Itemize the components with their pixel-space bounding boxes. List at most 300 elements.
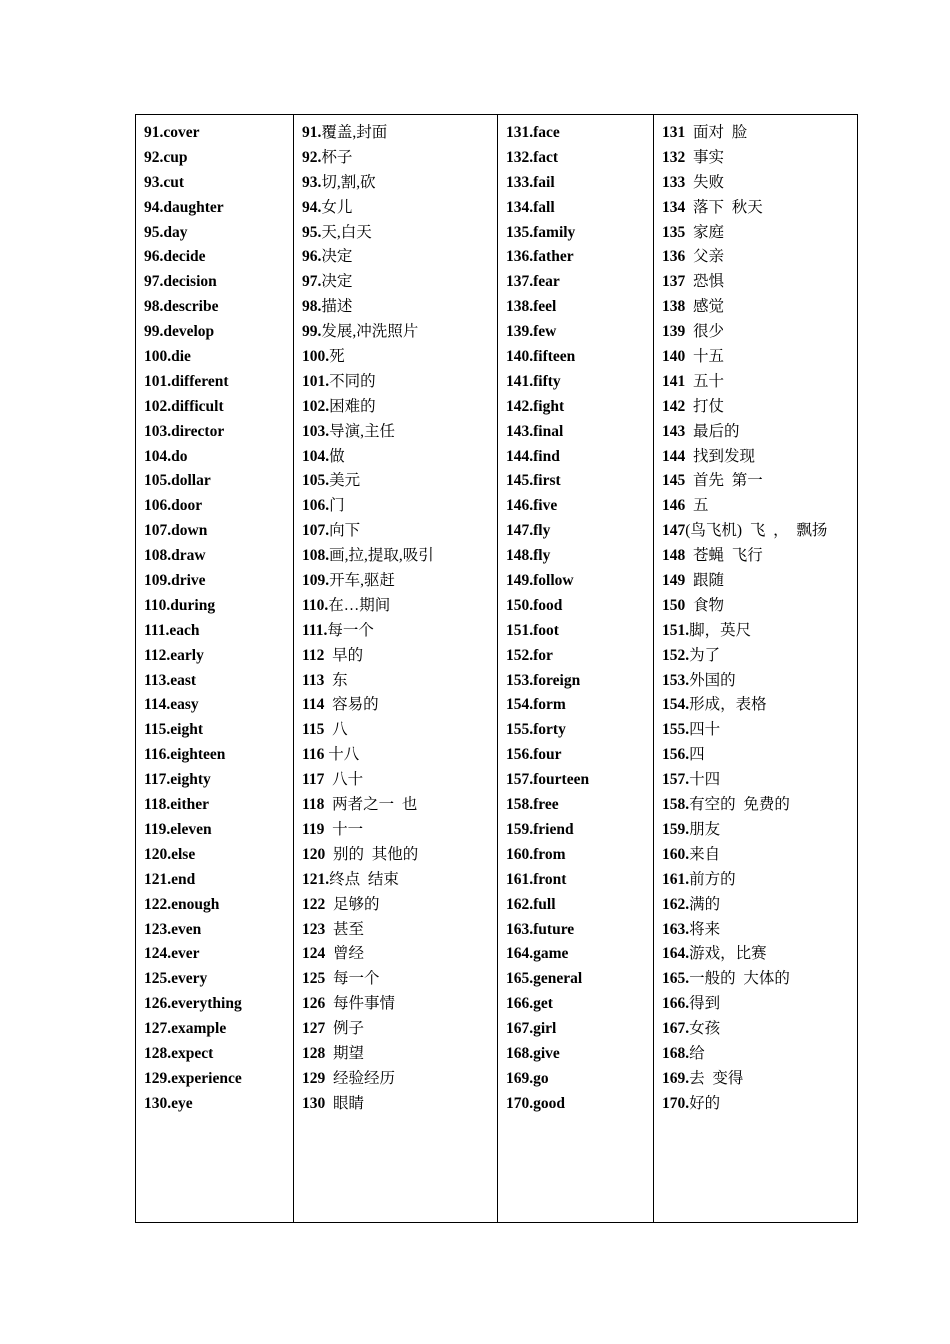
chinese-meaning — [302, 793, 497, 818]
english-word: 170.good — [506, 1094, 565, 1112]
meaning-text: 很少 — [685, 323, 725, 341]
meaning-text: 外国的 — [689, 671, 736, 689]
meaning-text: 四十 — [689, 721, 721, 739]
entry-number: 152. — [662, 646, 690, 664]
english-word: 156.four — [506, 746, 562, 764]
meaning-text: 四 — [689, 746, 705, 764]
meaning-text: 找到发现 — [685, 447, 756, 465]
entry-number: 113 — [302, 671, 325, 689]
chinese-meaning — [302, 196, 497, 221]
english-word: 139.few — [506, 323, 557, 341]
english-word: 129.experience — [144, 1069, 242, 1087]
meaning-text: 画,拉,提取,吸引 — [329, 547, 434, 565]
entry-number: 96. — [302, 248, 322, 266]
chinese-meaning — [302, 967, 497, 992]
meaning-text: 落下 秋天 — [685, 198, 763, 216]
chinese-meaning — [662, 619, 857, 644]
entry-number: 131 — [662, 124, 686, 141]
entry-number: 123 — [302, 920, 326, 938]
chinese-meaning — [302, 1092, 497, 1117]
entry-number: 162. — [662, 895, 690, 913]
english-word: 149.follow — [506, 572, 574, 590]
chinese-meaning — [662, 519, 857, 544]
english-word: 150.food — [506, 596, 563, 614]
chinese-meaning — [302, 221, 497, 246]
english-word: 151.foot — [506, 621, 559, 639]
english-word: 153.foreign — [506, 671, 581, 689]
meaning-text: 天,白天 — [321, 223, 372, 241]
chinese-meaning — [302, 918, 497, 943]
english-word: 163.future — [506, 920, 575, 938]
meaning-text: 游戏，比赛 — [689, 945, 767, 963]
chinese-meaning — [302, 121, 497, 146]
english-word: 132.fact — [506, 148, 559, 166]
chinese-meaning — [662, 544, 857, 569]
english-word: 166.get — [506, 995, 553, 1013]
entry-number: 104. — [302, 447, 330, 465]
meaning-text: 来自 — [689, 845, 721, 863]
meaning-text: 为了 — [689, 646, 721, 664]
entry-number: 163. — [662, 920, 690, 938]
meaning-text: 有空的 免费的 — [689, 796, 790, 814]
meaning-text: 家庭 — [685, 223, 725, 241]
meaning-text: 事实 — [685, 148, 725, 166]
chinese-meaning — [662, 345, 857, 370]
meaning-text: 五 — [685, 497, 709, 515]
chinese-meaning — [662, 594, 857, 619]
meaning-text: 感觉 — [685, 298, 725, 316]
entry-number: 142 — [662, 397, 686, 415]
meaning-text: 不同的 — [329, 372, 376, 390]
meaning-text: 八 — [324, 721, 348, 739]
entry-number: 110. — [302, 596, 329, 614]
entry-number: 165. — [662, 970, 690, 988]
meaning-text: 苍蝇 飞行 — [685, 547, 763, 565]
chinese-meaning — [662, 1042, 857, 1067]
meaning-text: (鸟飞机) 飞 ， 飘扬 — [685, 522, 828, 540]
english-word: 94.daughter — [144, 198, 224, 216]
chinese-meaning — [662, 569, 857, 594]
english-word: 99.develop — [144, 323, 215, 341]
chinese-meaning — [302, 171, 497, 196]
meaning-text: 决定 — [321, 248, 353, 266]
meaning-text: 前方的 — [689, 870, 736, 888]
entry-number: 143 — [662, 422, 686, 440]
english-word: 124.ever — [144, 945, 200, 963]
chinese-meaning — [302, 146, 497, 171]
english-column-1 — [136, 115, 294, 1223]
meaning-text: 死 — [329, 348, 345, 366]
english-word: 158.free — [506, 796, 559, 814]
english-word: 138.feel — [506, 298, 557, 316]
entry-number: 149 — [662, 572, 686, 590]
meaning-text: 最后的 — [685, 422, 740, 440]
entry-number: 122 — [302, 895, 326, 913]
entry-number: 117 — [302, 771, 325, 789]
chinese-meaning — [302, 295, 497, 320]
english-word: 108.draw — [144, 547, 206, 565]
chinese-meaning — [662, 395, 857, 420]
entry-number: 161. — [662, 870, 690, 888]
chinese-meaning — [662, 420, 857, 445]
chinese-meaning — [662, 644, 857, 669]
entry-number: 112 — [302, 646, 325, 664]
english-word: 125.every — [144, 970, 208, 988]
chinese-meaning — [662, 743, 857, 768]
english-word: 118.either — [144, 796, 209, 814]
chinese-meaning — [662, 221, 857, 246]
chinese-meaning — [662, 768, 857, 793]
english-word: 141.fifty — [506, 372, 561, 390]
english-word: 117.eighty — [144, 771, 211, 789]
meaning-text: 别的 其他的 — [325, 845, 419, 863]
chinese-meaning — [302, 718, 497, 743]
chinese-meaning — [302, 644, 497, 669]
entry-number: 91. — [302, 124, 322, 141]
chinese-meaning — [662, 270, 857, 295]
english-word: 119.eleven — [144, 820, 212, 838]
chinese-meaning — [302, 1067, 497, 1092]
entry-number: 151. — [662, 621, 690, 639]
chinese-meaning — [302, 569, 497, 594]
chinese-meaning — [662, 295, 857, 320]
english-word: 131.face — [506, 124, 560, 141]
english-word: 169.go — [506, 1069, 549, 1087]
meaning-text: 甚至 — [325, 920, 365, 938]
chinese-meaning — [302, 370, 497, 395]
chinese-meaning — [302, 544, 497, 569]
entry-number: 109. — [302, 572, 330, 590]
chinese-meaning — [662, 171, 857, 196]
chinese-meaning — [662, 669, 857, 694]
english-word: 165.general — [506, 970, 583, 988]
meaning-text: 恐惧 — [685, 273, 725, 291]
english-word: 95.day — [144, 223, 188, 241]
english-word: 127.example — [144, 1020, 227, 1038]
meaning-text: 父亲 — [685, 248, 725, 266]
entry-number: 98. — [302, 298, 322, 316]
english-word: 93.cut — [144, 173, 185, 191]
meaning-text: 向下 — [329, 522, 361, 540]
entry-number: 120 — [302, 845, 326, 863]
chinese-meaning — [302, 420, 497, 445]
entry-number: 139 — [662, 323, 686, 341]
entry-number: 116 — [302, 746, 325, 764]
meaning-text: 每件事情 — [325, 995, 396, 1013]
entry-number: 158. — [662, 796, 690, 814]
entry-number: 144 — [662, 447, 686, 465]
chinese-meaning — [302, 1017, 497, 1042]
english-word: 111.each — [144, 621, 200, 639]
chinese-meaning — [302, 320, 497, 345]
chinese-meaning — [302, 669, 497, 694]
english-word: 135.family — [506, 223, 576, 241]
entry-number: 148 — [662, 547, 686, 565]
chinese-meaning — [302, 893, 497, 918]
entry-number: 105. — [302, 472, 330, 490]
entry-number: 155. — [662, 721, 690, 739]
chinese-meaning — [662, 1067, 857, 1092]
chinese-meaning — [302, 494, 497, 519]
entry-number: 138 — [662, 298, 686, 316]
english-word: 160.from — [506, 845, 566, 863]
english-word: 146.five — [506, 497, 558, 515]
english-word: 112.early — [144, 646, 204, 664]
chinese-meaning — [302, 843, 497, 868]
entry-number: 108. — [302, 547, 330, 565]
entry-number: 150 — [662, 596, 686, 614]
entry-number: 157. — [662, 771, 690, 789]
chinese-meaning — [662, 843, 857, 868]
chinese-meaning — [662, 245, 857, 270]
english-word: 155.forty — [506, 721, 566, 739]
entry-number: 103. — [302, 422, 330, 440]
english-word: 168.give — [506, 1044, 560, 1062]
entry-number: 130 — [302, 1094, 326, 1112]
meaning-text: 好的 — [689, 1094, 721, 1112]
english-word: 133.fail — [506, 173, 555, 191]
english-word: 130.eye — [144, 1094, 193, 1112]
english-word: 114.easy — [144, 696, 199, 714]
entry-number: 145 — [662, 472, 686, 490]
meaning-text: 每一个 — [325, 970, 380, 988]
meaning-text: 形成，表格 — [689, 696, 767, 714]
english-word: 110.during — [144, 596, 216, 614]
english-word: 113.east — [144, 671, 197, 689]
english-word: 128.expect — [144, 1044, 214, 1062]
meaning-text: 切,割,砍 — [321, 173, 376, 191]
english-word: 164.game — [506, 945, 569, 963]
entry-number: 99. — [302, 323, 322, 341]
entry-number: 129 — [302, 1069, 326, 1087]
meaning-text: 两者之一 也 — [324, 796, 418, 814]
meaning-text: 门 — [329, 497, 345, 515]
chinese-meaning — [302, 469, 497, 494]
entry-number: 115 — [302, 721, 325, 739]
chinese-meaning — [662, 967, 857, 992]
meaning-text: 导演,主任 — [329, 422, 396, 440]
entry-number: 133 — [662, 173, 686, 191]
entry-number: 118 — [302, 796, 325, 814]
chinese-meaning — [662, 918, 857, 943]
entry-number: 128 — [302, 1044, 326, 1062]
chinese-meaning — [302, 693, 497, 718]
chinese-meaning — [302, 519, 497, 544]
meaning-text: 描述 — [321, 298, 353, 316]
entry-number: 97. — [302, 273, 322, 291]
meaning-text: 十五 — [685, 348, 725, 366]
chinese-meaning — [302, 594, 497, 619]
english-word: 102.difficult — [144, 397, 224, 415]
english-word: 92.cup — [144, 148, 188, 166]
entry-number: 169. — [662, 1069, 690, 1087]
entry-number: 107. — [302, 522, 330, 540]
english-word: 136.father — [506, 248, 574, 266]
meaning-text: 五十 — [685, 372, 725, 390]
entry-number: 147 — [662, 522, 686, 540]
entry-number: 154. — [662, 696, 690, 714]
chinese-column-1 — [294, 115, 498, 1223]
entry-number: 102. — [302, 397, 330, 415]
chinese-meaning — [662, 469, 857, 494]
entry-number: 111. — [302, 621, 328, 639]
english-word: 103.director — [144, 422, 225, 440]
english-word: 137.fear — [506, 273, 560, 291]
chinese-meaning — [302, 395, 497, 420]
english-word: 101.different — [144, 372, 229, 390]
chinese-meaning — [662, 893, 857, 918]
meaning-text: 脚，英尺 — [689, 621, 752, 639]
english-column-2 — [498, 115, 654, 1223]
meaning-text: 东 — [324, 671, 348, 689]
meaning-text: 开车,驱赶 — [329, 572, 396, 590]
chinese-meaning — [302, 768, 497, 793]
chinese-meaning — [662, 1017, 857, 1042]
entry-number: 170. — [662, 1094, 690, 1112]
meaning-text: 去 变得 — [689, 1069, 744, 1087]
meaning-text: 得到 — [689, 995, 721, 1013]
chinese-meaning — [662, 320, 857, 345]
chinese-meaning — [302, 818, 497, 843]
english-word: 152.for — [506, 646, 553, 664]
meaning-text: 女孩 — [689, 1020, 721, 1038]
entry-number: 136 — [662, 248, 686, 266]
entry-number: 153. — [662, 671, 690, 689]
meaning-text: 经验经历 — [325, 1069, 396, 1087]
entry-number: 127 — [302, 1020, 326, 1038]
english-word: 91.cover — [144, 124, 200, 141]
entry-number: 121. — [302, 870, 330, 888]
english-word: 104.do — [144, 447, 188, 465]
chinese-meaning — [662, 1092, 857, 1117]
meaning-text: 杯子 — [321, 148, 353, 166]
english-word: 115.eight — [144, 721, 203, 739]
chinese-meaning — [302, 619, 497, 644]
meaning-text: 一般的 大体的 — [689, 970, 790, 988]
entry-number: 168. — [662, 1044, 690, 1062]
chinese-meaning — [302, 942, 497, 967]
entry-number: 101. — [302, 372, 330, 390]
english-word: 120.else — [144, 845, 196, 863]
meaning-text: 给 — [689, 1044, 705, 1062]
chinese-meaning — [302, 868, 497, 893]
entry-number: 124 — [302, 945, 326, 963]
meaning-text: 困难的 — [329, 397, 376, 415]
entry-number: 160. — [662, 845, 690, 863]
chinese-meaning — [302, 743, 497, 768]
entry-number: 106. — [302, 497, 330, 515]
chinese-meaning — [662, 370, 857, 395]
chinese-meaning — [302, 345, 497, 370]
entry-number: 95. — [302, 223, 322, 241]
meaning-text: 十一 — [324, 820, 364, 838]
chinese-meaning — [302, 270, 497, 295]
meaning-text: 决定 — [321, 273, 353, 291]
entry-number: 159. — [662, 820, 690, 838]
english-word: 148.fly — [506, 547, 551, 565]
meaning-text: 足够的 — [325, 895, 380, 913]
meaning-text: 做 — [329, 447, 345, 465]
chinese-meaning — [662, 818, 857, 843]
meaning-text: 面对 脸 — [685, 124, 748, 141]
meaning-text: 八十 — [324, 771, 364, 789]
entry-number: 156. — [662, 746, 690, 764]
meaning-text: 发展,冲洗照片 — [321, 323, 419, 341]
english-word: 159.friend — [506, 820, 574, 838]
meaning-text: 失败 — [685, 173, 725, 191]
english-word: 98.describe — [144, 298, 219, 316]
meaning-text: 跟随 — [685, 572, 725, 590]
entry-number: 125 — [302, 970, 326, 988]
meaning-text: 覆盖,封面 — [321, 124, 388, 141]
entry-number: 92. — [302, 148, 322, 166]
chinese-meaning — [662, 718, 857, 743]
meaning-text: 曾经 — [325, 945, 365, 963]
entry-number: 137 — [662, 273, 686, 291]
meaning-text: 早的 — [324, 646, 364, 664]
english-word: 144.find — [506, 447, 560, 465]
chinese-meaning — [302, 1042, 497, 1067]
english-word: 96.decide — [144, 248, 206, 266]
meaning-text: 满的 — [689, 895, 721, 913]
english-word: 121.end — [144, 870, 196, 888]
table-row — [136, 115, 858, 1223]
english-word: 145.first — [506, 472, 561, 490]
english-word: 122.enough — [144, 895, 220, 913]
meaning-text: 例子 — [325, 1020, 365, 1038]
chinese-meaning — [662, 793, 857, 818]
chinese-meaning — [662, 196, 857, 221]
chinese-meaning — [662, 942, 857, 967]
entry-number: 119 — [302, 820, 325, 838]
english-word: 162.full — [506, 895, 556, 913]
meaning-text: 在…期间 — [328, 596, 391, 614]
entry-number: 132 — [662, 148, 686, 166]
meaning-text: 十八 — [324, 746, 360, 764]
english-word: 116.eighteen — [144, 746, 226, 764]
meaning-text: 将来 — [689, 920, 721, 938]
english-word: 109.drive — [144, 572, 206, 590]
chinese-meaning — [662, 494, 857, 519]
chinese-meaning — [662, 445, 857, 470]
english-word: 154.form — [506, 696, 566, 714]
entry-number: 93. — [302, 173, 322, 191]
meaning-text: 容易的 — [324, 696, 379, 714]
meaning-text: 朋友 — [689, 820, 721, 838]
english-word: 126.everything — [144, 995, 242, 1013]
chinese-meaning — [302, 445, 497, 470]
english-word: 167.girl — [506, 1020, 557, 1038]
english-word: 134.fall — [506, 198, 555, 216]
chinese-meaning — [662, 146, 857, 171]
entry-number: 134 — [662, 198, 686, 216]
meaning-text: 首先 第一 — [685, 472, 763, 490]
english-word: 105.dollar — [144, 472, 211, 490]
english-word: 106.door — [144, 497, 203, 515]
entry-number: 146 — [662, 497, 686, 515]
entry-number: 140 — [662, 348, 686, 366]
vocabulary-table — [135, 114, 858, 1223]
meaning-text: 女儿 — [321, 198, 353, 216]
entry-number: 126 — [302, 995, 326, 1013]
english-word: 157.fourteen — [506, 771, 590, 789]
chinese-meaning — [302, 992, 497, 1017]
chinese-meaning — [662, 992, 857, 1017]
meaning-text: 十四 — [689, 771, 721, 789]
entry-number: 167. — [662, 1020, 690, 1038]
meaning-text: 眼睛 — [325, 1094, 365, 1112]
chinese-meaning — [662, 121, 857, 146]
